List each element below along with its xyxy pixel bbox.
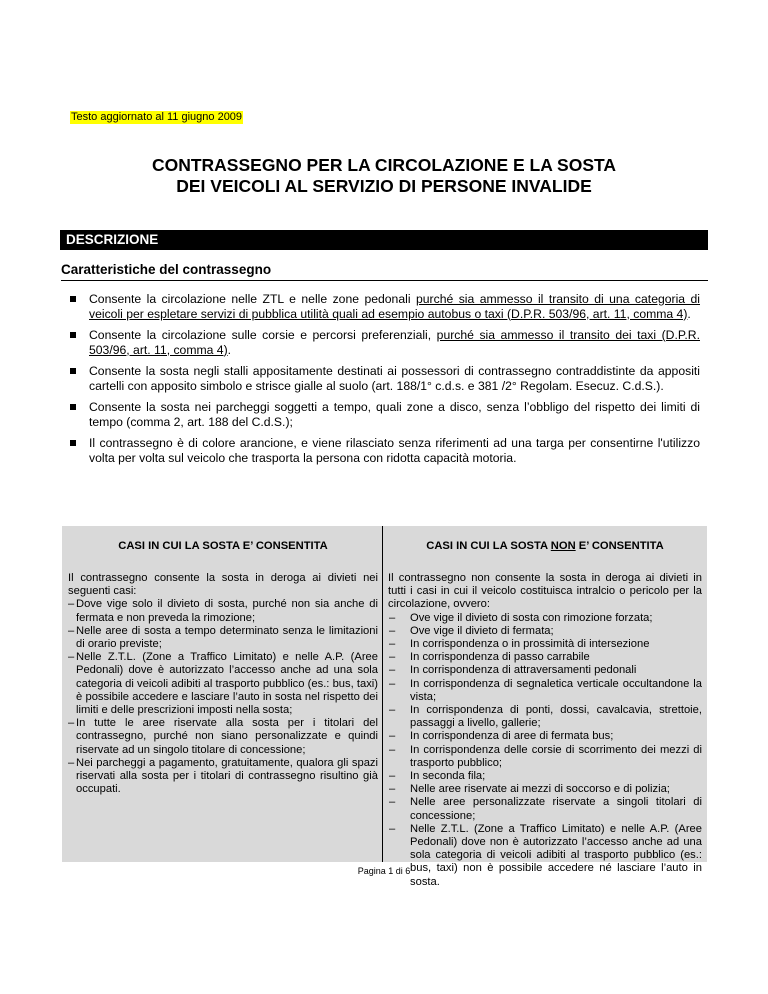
forbidden-heading-text-end: E’ CONSENTITA bbox=[575, 540, 664, 552]
subsection-heading: Caratteristiche del contrassegno bbox=[61, 262, 272, 277]
forbidden-case-item: – Nelle Z.T.L. (Zone a Traffico Limitato) e nelle A.P. (Aree Pedonali) dove non è autorizzato l’accesso anche ad una sola categoria di veicoli adibiti al trasporto pubblico (es.: bus, taxi) non è possibile accedere né lasciare l’auto in sosta. bbox=[388, 823, 702, 889]
feature-item bbox=[70, 328, 700, 357]
forbidden-cases-list bbox=[388, 612, 702, 889]
forbidden-cases-intro: Il contrassegno non consente la sosta in deroga ai divieti in tutti i casi in cui il veicolo costituisca intralcio o pericolo per la circolazione, ovvero: bbox=[388, 572, 702, 611]
feature-underlined-text: purché sia ammesso il transito dei taxi (D.P.R. 503/96, art. 11, comma 4) bbox=[89, 328, 700, 357]
subsection-divider bbox=[61, 280, 708, 281]
bullet-square-icon bbox=[70, 404, 76, 410]
allowed-cases-heading: CASI IN CUI LA SOSTA E’ CONSENTITA bbox=[118, 540, 328, 552]
allowed-cases-list bbox=[68, 598, 378, 796]
forbidden-case-item: – In corrispondenza di passo carrabile bbox=[388, 651, 702, 664]
feature-text-end: . bbox=[227, 342, 232, 357]
feature-text: Il contrassegno è di colore arancione, e viene rilasciato senza riferimenti ad una targa per consentirne l'utilizzo volta per volta sul veicolo che trasporta la persona con ridotta capacità motoria. bbox=[89, 436, 700, 465]
title-line-1: CONTRASSEGNO PER LA CIRCOLAZIONE E LA SOSTA bbox=[151, 155, 617, 175]
page-number: Pagina 1 di 6 bbox=[357, 866, 411, 876]
forbidden-case-item: – In corrispondenza di ponti, dossi, cavalcavia, strettoie, passaggi a livello, gallerie; bbox=[388, 704, 702, 730]
title-line-2: DEI VEICOLI AL SERVIZIO DI PERSONE INVALIDE bbox=[176, 176, 592, 196]
feature-text: Consente la sosta negli stalli appositamente destinati ai possessori di contrassegno contraddistinte da appositi cartelli con apposito simbolo e strisce gialle al suolo (art. 188/1° c.d.s. e 381 /2° Regolam. Esecuz. C.d.S.). bbox=[89, 364, 700, 393]
features-list bbox=[70, 292, 700, 472]
feature-text: Consente la circolazione nelle ZTL e nelle zone pedonali bbox=[89, 292, 416, 306]
bullet-square-icon bbox=[70, 368, 76, 374]
allowed-cases-intro: Il contrassegno consente la sosta in deroga ai divieti nei seguenti casi: bbox=[68, 572, 378, 598]
forbidden-case-item: – In seconda fila; bbox=[388, 770, 702, 783]
feature-underlined-text: purché sia ammesso il transito di una categoria di veicoli per espletare servizi di pubblica utilità quali ad esempio autobus o taxi (D.P.R. 503/96, art. 11, comma 4) bbox=[89, 292, 700, 321]
feature-item bbox=[70, 292, 700, 321]
allowed-case-item: – Nei parcheggi a pagamento, gratuitamente, qualora gli spazi riservati alla sosta per i titolari di contrassegno risultino già occupati. bbox=[68, 757, 378, 797]
forbidden-case-item: – Ove vige il divieto di fermata; bbox=[388, 625, 702, 638]
forbidden-heading-text: CASI IN CUI LA SOSTA bbox=[426, 540, 551, 552]
forbidden-case-item: – Ove vige il divieto di sosta con rimozione forzata; bbox=[388, 612, 702, 625]
feature-item bbox=[70, 436, 700, 465]
forbidden-case-item: – Nelle aree riservate ai mezzi di soccorso e di polizia; bbox=[388, 783, 702, 796]
feature-text: Consente la circolazione sulle corsie e percorsi preferenziali, bbox=[89, 328, 437, 342]
allowed-case-item: – Nelle aree di sosta a tempo determinato senza le limitazioni di orario previste; bbox=[68, 625, 378, 651]
forbidden-case-item: – Nelle aree personalizzate riservate a singoli titolari di concessione; bbox=[388, 796, 702, 822]
forbidden-case-item: – In corrispondenza o in prossimità di intersezione bbox=[388, 638, 702, 651]
forbidden-cases-heading bbox=[388, 526, 702, 572]
bullet-square-icon bbox=[70, 296, 76, 302]
allowed-case-item: – Nelle Z.T.L. (Zone a Traffico Limitato) e nelle A.P. (Aree Pedonali) dove è autorizzato l’accesso anche ad una sola categoria di veicoli adibiti al trasporto pubblico (es.: bus, taxi) è possibile accedere e lasciare l’auto in sosta nel rispetto dei limiti e delle prescrizioni imposti nella sosta; bbox=[68, 651, 378, 717]
forbidden-heading-emphasis: NON bbox=[550, 540, 576, 552]
update-note: Testo aggiornato al 11 giugno 2009 bbox=[71, 111, 243, 123]
feature-item bbox=[70, 400, 700, 429]
feature-text-end: . bbox=[687, 306, 691, 321]
forbidden-case-item: – In corrispondenza di aree di fermata bus; bbox=[388, 730, 702, 743]
document-title bbox=[60, 155, 708, 197]
bullet-square-icon bbox=[70, 440, 76, 446]
allowed-case-item: – In tutte le aree riservate alla sosta per i titolari del contrassegno, purché non siano personalizzate e quindi riservate ad un singolo titolare di concessione; bbox=[68, 717, 378, 757]
allowed-cases-column bbox=[62, 526, 382, 862]
feature-item bbox=[70, 364, 700, 393]
bullet-square-icon bbox=[70, 332, 76, 338]
feature-text: Consente la sosta nei parcheggi soggetti a tempo, quali zone a disco, senza l’obbligo del rispetto dei limiti di tempo (comma 2, art. 188 del C.d.S.); bbox=[89, 400, 700, 429]
forbidden-case-item: – In corrispondenza di attraversamenti pedonali bbox=[388, 664, 702, 677]
allowed-case-item: – Dove vige solo il divieto di sosta, purché non sia anche di fermata e non preveda la rimozione; bbox=[68, 598, 378, 624]
section-heading-descrizione: DESCRIZIONE bbox=[60, 230, 708, 250]
forbidden-case-item: – In corrispondenza delle corsie di scorrimento dei mezzi di trasporto pubblico; bbox=[388, 744, 702, 770]
forbidden-case-item: – In corrispondenza di segnaletica verticale occultandone la vista; bbox=[388, 678, 702, 704]
